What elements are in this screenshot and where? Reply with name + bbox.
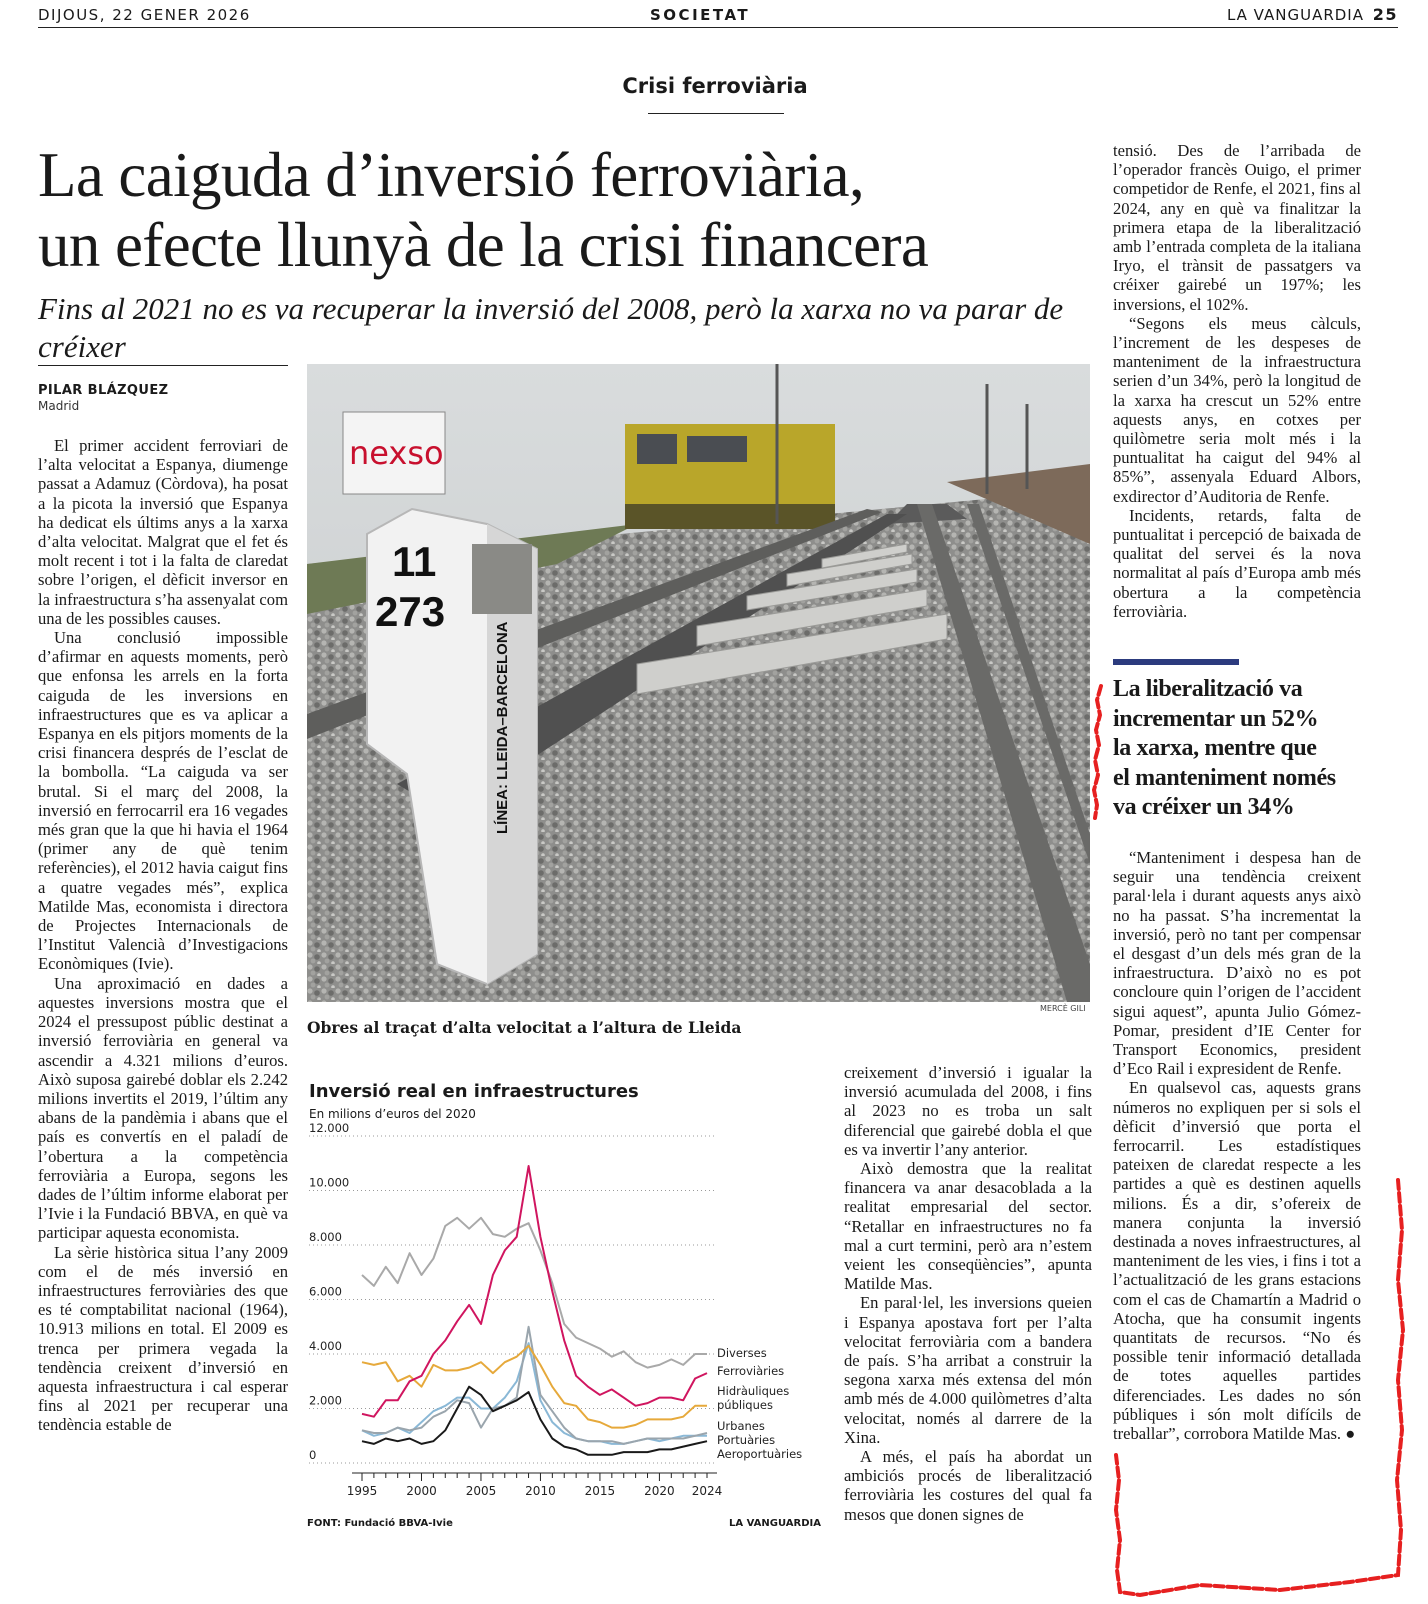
section-name: SOCIETAT [650, 6, 751, 24]
km-marker-top: 11 [392, 538, 437, 585]
photo-caption: Obres al traçat d’alta velocitat a l’altura de Lleida [307, 1018, 742, 1037]
annotation-mark [1116, 1180, 1403, 1595]
paragraph: “Segons els meus càlculs, l’increment de les despeses de manteniment de la infraestructura serien d’un 34%, però la longitud de la xarxa ha crescut un 52% entre aquests anys, en cotxes per quilòmetre seria molt més i la puntualitat ha caigut del 94% al 85%”, assenyala Eduard Albors, exdirector d’Auditoria de Renfe. [1113, 313, 1361, 506]
paragraph: En qualsevol cas, aquests grans números no expliquen per si sols el dèficit d’inversió que porta el ferrocarril. Les estadístiques pateixen de claredat respecte a les partides a què es destinen aquells milions. És a dir, s’ofereix de manera conjunta la inversió destinada a noves infraestructures, al manteniment de les vies, i fins i tot a l’actualització de les grans estacions com el cas de Chamartín a Madrid o Atocha, que ha consumit ingents quantitats de recursos. “No és possible tenir informació detallada de totes aquelles partides diferenciades. Les dades no són públiques i són molt difícils de treballar”, corrobora Matilde Mas. ● [1113, 1078, 1361, 1444]
pullquote-line: La liberalització va [1113, 676, 1303, 702]
y-tick-label: 2.000 [309, 1393, 342, 1408]
y-tick-label: 8.000 [309, 1230, 342, 1244]
x-tick-label: 2005 [465, 1484, 497, 1498]
y-tick-label: 6.000 [309, 1284, 342, 1299]
pullquote-line: incrementar un 52% [1113, 705, 1319, 732]
chart-brand: LA VANGUARDIA [729, 1518, 821, 1529]
legend-label: Hidràuliques [717, 1384, 790, 1398]
paragraph: “Manteniment i despesa han de seguir una tendència creixent paral·lela i durant aquests anys això no ha passat. S’ha incrementat la inversió, però no tant per compensar el desgast d’un dels més gran de la infraestructura. D’això no es pot concloure quin l’origen de l’accident sigui aquest”, apunta Julio Gómez-Pomar, president d’IE Center for Transport Economics, president d’Eco Rail i expresident de Renfe. [1113, 848, 1361, 1079]
photo-credit: MERCÈ GILI [1040, 1004, 1086, 1013]
deck: Fins al 2021 no es va recuperar la inversió del 2008, però la xarxa no va parar de créixer [38, 291, 1064, 364]
page-number: 25 [1372, 5, 1398, 24]
paragraph: Una aproximació en dades a aquestes inversions mostra que el 2024 el pressupost públic destinat a inversió ferroviària en general va ascendir a 4.321 milions d’euros. Això suposa gairebé doblar els 2.242 milions invertits el 2019, l’últim any abans de la pandèmia i abans que el país es convertís en el paladí de l’obertura a la competència ferroviària a Europa, segons les dades de l’últim informe elaborat per l’Ivie i la Fundació BBVA, en què va participar aquesta economista. [38, 973, 288, 1243]
paragraph: Incidents, retards, falta de puntualitat i percepció de baixada de qualitat del servei és la nova normalitat al país d’Europa amb més obertura a la competència ferroviària. [1113, 505, 1361, 621]
x-tick-label: 2010 [525, 1484, 556, 1498]
author: PILAR BLÁZQUEZ [38, 383, 169, 398]
annotation-mark [1094, 686, 1101, 818]
dateline-city: Madrid [38, 399, 80, 413]
pullquote-line: el manteniment només [1113, 764, 1336, 791]
y-tick-label: 4.000 [309, 1339, 342, 1353]
headline-line: un efecte llunyà de la crisi financera [38, 210, 929, 280]
km-marker-line: LÍNEA: LLEIDA–BARCELONA [494, 621, 511, 834]
x-tick-label: 2000 [406, 1484, 437, 1498]
y-tick-label: 12.000 [309, 1121, 350, 1135]
paragraph: En paral·lel, les inversions queien i Espanya apostava fort per l’alta velocitat ferroviària com a bandera de país. S’ha arribat a construir la segona xarxa més extensa del món amb més de 4.000 quilòmetres d’alta velocitat, només al darrere de la Xina. [844, 1293, 1092, 1447]
km-marker-bottom: 273 [375, 588, 446, 635]
x-tick-label: 1995 [346, 1484, 378, 1498]
paragraph: A més, el país ha abordat un ambiciós procés de liberalització ferroviària les costures del qual fa mesos que donen signes de [844, 1447, 1092, 1524]
newspaper-name: LA VANGUARDIA [1226, 6, 1364, 24]
chart-source: FONT: Fundació BBVA-Ivie [307, 1518, 453, 1529]
paragraph: Això demostra que la realitat financera va anar desacoblada a la realitat empresarial del sector. “Retallar en infraestructures no fa mal a curt termini, però ara n’estem veient les conseqüències”, apunta Matilde Mas. [844, 1159, 1092, 1294]
chart-subtitle: En milions d’euros del 2020 [309, 1107, 476, 1121]
pullquote-line: la xarxa, mentre que [1113, 735, 1317, 761]
paragraph: La sèrie històrica situa l’any 2009 com el de més inversió en infraestructures ferroviàries des que es té comptabilitat nacional (1964), 10.913 milions en total. El 2009 es trenca per primera vegada la tendència creixent d’inversió en aquesta infraestructura i cal esperar fins al 2021 per recuperar una tendència estable de [38, 1242, 288, 1435]
legend-label: públiques [717, 1398, 773, 1412]
x-tick-label: 2015 [584, 1484, 616, 1498]
kicker: Crisi ferroviària [622, 74, 808, 98]
legend-label: Urbanes [717, 1419, 765, 1433]
headline-line: La caiguda d’inversió ferroviària, [38, 140, 865, 210]
paragraph: tensió. Des de l’arribada de l’operador francès Ouigo, el primer competidor de Renfe, el 2021, fins al 2024, any en què va finalitzar la primera etapa de la liberalització amb l’entrada completa de la italiana Iryo, el trànsit de passatgers va créixer gairebé un 197%; les inversions, el 102%. [1113, 141, 1361, 314]
legend-label: Diverses [717, 1346, 767, 1360]
paragraph: El primer accident ferroviari de l’alta velocitat a Espanya, diumenge passat a Adamuz (Còrdova), ha posat a la picota la inversió que Espanya ha dedicat els últims anys a la xarxa d’alta velocitat. Malgrat que el fet és molt recent i tot i la falta de claredat sobre l’origen, el dèficit inversor en la infraestructura s’ha assenyalat com una de les possibles causes. [38, 436, 288, 628]
x-tick-label: 2020 [644, 1484, 675, 1498]
legend-label: Aeroportuàries [717, 1447, 803, 1461]
paragraph: Una conclusió impossible d’afirmar en aquests moments, però que enfonsa les arrels en la forta caiguda de les inversions en infraestructures que es va aplicar a Espanya en els pitjors moments de la crisi financera després de l’esclat de la bombolla. “La caiguda va ser brutal. Si el març del 2008, la inversió en ferrocarril era 16 vegades més gran que la que hi havia el 1964 (primer any de què tenim referències), el 2012 havia caigut fins a quatre vegades més”, explica Matilde Mas, economista i directora de Projectes Internacionals de l’Institut Valencià d’Investigacions Econòmiques (Ivie). [38, 628, 288, 974]
chart-title: Inversió real en infraestructures [309, 1081, 639, 1102]
issue-date: DIJOUS, 22 GENER 2026 [38, 6, 251, 24]
sign-logo: nexso [349, 434, 444, 472]
y-tick-label: 10.000 [309, 1175, 350, 1190]
legend-label: Portuàries [717, 1433, 776, 1447]
pullquote-line: va créixer un 34% [1113, 794, 1295, 820]
paragraph: creixement d’inversió i igualar la inversió acumulada del 2008, i fins al 2023 no es troba un salt diferencial que gairebé dobla el que es va invertir l’any anterior. [844, 1063, 1092, 1159]
legend-label: Ferroviàries [717, 1364, 785, 1378]
y-tick-label: 0 [309, 1448, 317, 1462]
x-tick-label: 2024 [691, 1484, 723, 1498]
